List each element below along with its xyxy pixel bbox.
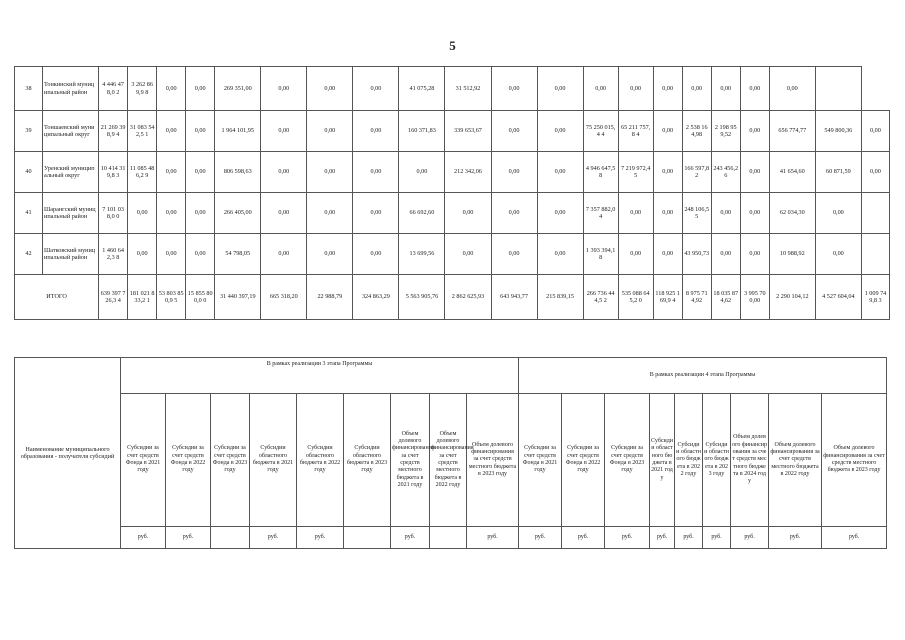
table-cell: 0,00 (353, 111, 399, 152)
column-header: Субсидии за счет средств Фонда в 2023 году (605, 394, 650, 527)
total-cell: 53 803 850,9 5 (157, 275, 186, 320)
unit-cell: руб. (605, 527, 650, 549)
total-cell: 18 035 874,62 (711, 275, 740, 320)
unit-cell: руб. (391, 527, 430, 549)
table-cell: 4 446 478,0 2 (99, 67, 128, 111)
table-cell: 0,00 (740, 111, 769, 152)
total-cell: 639 397 726,3 4 (99, 275, 128, 320)
table-cell: 0,00 (445, 193, 491, 234)
table-cell: 549 800,36 (815, 111, 861, 152)
municipality-name: Шарангский муниципальный район (43, 193, 99, 234)
table-cell: 0,00 (261, 152, 307, 193)
total-cell: 215 839,15 (537, 275, 583, 320)
unit-cell (211, 527, 250, 549)
row-number: 41 (15, 193, 43, 234)
table-cell (861, 234, 889, 275)
table-cell: 7 357 882,0 4 (583, 193, 618, 234)
table-cell: 0,00 (653, 193, 682, 234)
column-header: Субсидии областного бюджета в 2023 году (703, 394, 731, 527)
total-cell: 665 318,20 (261, 275, 307, 320)
table-cell: 0,00 (682, 67, 711, 111)
unit-cell: руб. (822, 527, 887, 549)
table-cell: 0,00 (157, 152, 186, 193)
unit-cell: руб. (731, 527, 769, 549)
table-cell: 0,00 (537, 67, 583, 111)
column-header: Субсидии за счет средств Фонда в 2021 году (519, 394, 562, 527)
table-row (15, 67, 890, 111)
table-cell: 0,00 (740, 234, 769, 275)
table-cell: 0,00 (186, 67, 215, 111)
row-number: 40 (15, 152, 43, 193)
table-cell: 0,00 (740, 67, 769, 111)
total-cell: 181 021 833,2 1 (128, 275, 157, 320)
table-cell: 0,00 (491, 234, 537, 275)
column-header: Субсидии областного бюджета в 2022 году (675, 394, 703, 527)
table-cell: 248 106,55 (682, 193, 711, 234)
subsidy-table-header (14, 357, 887, 549)
table-cell: 7 219 972,4 5 (618, 152, 653, 193)
total-cell: 8 975 714,92 (682, 275, 711, 320)
table-row (15, 234, 890, 275)
table-cell: 0,00 (537, 152, 583, 193)
subsidy-table-top (14, 66, 890, 320)
municipality-name: Шатковский муниципальный район (43, 234, 99, 275)
total-cell: 643 943,77 (491, 275, 537, 320)
table-cell: 243 456,26 (711, 152, 740, 193)
table-cell: 0,00 (653, 67, 682, 111)
table-cell: 0,00 (711, 234, 740, 275)
unit-cell (344, 527, 391, 549)
table-cell: 0,00 (815, 193, 861, 234)
table-cell: 0,00 (307, 67, 353, 111)
table-cell: 10 414 319,8 3 (99, 152, 128, 193)
total-cell: 5 563 905,76 (399, 275, 445, 320)
table-cell (861, 193, 889, 234)
table-cell: 2 198 959,52 (711, 111, 740, 152)
table-cell: 1 964 101,95 (215, 111, 261, 152)
table-cell (815, 67, 861, 111)
table-cell: 7 101 038,0 0 (99, 193, 128, 234)
total-cell: 1 009 749,8 3 (861, 275, 889, 320)
unit-cell: руб. (703, 527, 731, 549)
table-cell: 0,00 (128, 193, 157, 234)
table-cell: 0,00 (583, 67, 618, 111)
table-cell: 0,00 (711, 193, 740, 234)
total-cell: 324 863,29 (353, 275, 399, 320)
column-header: Субсидии за счет средств Фонда в 2022 году (166, 394, 211, 527)
municipality-column-header: Наименование муниципального образования - получателя субсидий (15, 358, 121, 549)
table-cell: 0,00 (157, 234, 186, 275)
table-cell: 0,00 (353, 193, 399, 234)
total-cell: 2 862 625,93 (445, 275, 491, 320)
table-cell: 11 085 486,2 9 (128, 152, 157, 193)
table-cell: 43 950,73 (682, 234, 711, 275)
table-row (15, 152, 890, 193)
table-cell: 0,00 (537, 111, 583, 152)
table-cell: 0,00 (261, 234, 307, 275)
table-cell: 0,00 (186, 111, 215, 152)
table-cell: 0,00 (307, 234, 353, 275)
table-cell: 0,00 (861, 111, 889, 152)
table-cell: 75 250 015,4 4 (583, 111, 618, 152)
table-cell: 0,00 (653, 152, 682, 193)
page-number: 5 (449, 38, 456, 53)
table-cell: 0,00 (491, 67, 537, 111)
table-cell: 0,00 (491, 193, 537, 234)
table-cell: 2 538 164,98 (682, 111, 711, 152)
unit-cell: руб. (562, 527, 605, 549)
table-cell: 0,00 (537, 193, 583, 234)
table-cell: 10 988,92 (769, 234, 815, 275)
column-header: Объем долевого финансирования за счет средств местного бюджета в 2022 году (769, 394, 822, 527)
municipality-name: Уренский муниципальный округ (43, 152, 99, 193)
table-cell: 0,00 (353, 152, 399, 193)
table-cell: 0,00 (653, 234, 682, 275)
table-cell: 0,00 (186, 234, 215, 275)
total-row (15, 275, 890, 320)
column-header: Объем долевого финансирования за счет средств местного бюджета в 2023 году (822, 394, 887, 527)
table-cell: 0,00 (537, 234, 583, 275)
table-cell: 806 598,63 (215, 152, 261, 193)
table-cell: 31 512,92 (445, 67, 491, 111)
table-cell: 62 034,30 (769, 193, 815, 234)
table-cell: 1 460 642,3 8 (99, 234, 128, 275)
total-cell: 22 988,79 (307, 275, 353, 320)
stage4-header: В рамках реализации 4 этапа Программы (519, 358, 887, 394)
unit-cell: руб. (650, 527, 675, 549)
table-cell: 160 371,83 (399, 111, 445, 152)
municipality-name: Тоншаевский муниципальный округ (43, 111, 99, 152)
table-cell: 31 083 542,5 1 (128, 111, 157, 152)
total-cell: 3 995 700,00 (740, 275, 769, 320)
table-cell: 0,00 (769, 67, 815, 111)
table-cell: 0,00 (861, 152, 889, 193)
table-cell: 0,00 (157, 67, 186, 111)
table-cell: 0,00 (186, 193, 215, 234)
column-header: Субсидии областного бюджета в 2023 году (344, 394, 391, 527)
table-row (15, 111, 890, 152)
unit-cell: руб. (121, 527, 166, 549)
table-cell: 0,00 (261, 111, 307, 152)
unit-cell (430, 527, 467, 549)
row-number: 42 (15, 234, 43, 275)
table-cell: 339 653,67 (445, 111, 491, 152)
table-cell: 0,00 (353, 234, 399, 275)
municipality-name: Тонкинский муниципальный район (43, 67, 99, 111)
total-cell: 2 290 104,12 (769, 275, 815, 320)
table-cell: 21 269 398,9 4 (99, 111, 128, 152)
table-cell: 0,00 (261, 67, 307, 111)
table-cell: 0,00 (307, 193, 353, 234)
table-cell: 0,00 (740, 193, 769, 234)
unit-cell: руб. (769, 527, 822, 549)
table-cell: 0,00 (815, 234, 861, 275)
total-cell: 118 925 169,9 4 (653, 275, 682, 320)
column-header: Объем долевого финансирования за счет средств местного бюджета в 2021 году (391, 394, 430, 527)
total-cell: 15 855 800,0 0 (186, 275, 215, 320)
unit-cell: руб. (467, 527, 519, 549)
column-header: Объем долевого финансирования за счет средств местного бюджета в 2022 году (430, 394, 467, 527)
table-cell: 65 211 757,8 4 (618, 111, 653, 152)
table-cell: 212 342,06 (445, 152, 491, 193)
column-header: Субсидии областного бюджета в 2021 году (250, 394, 297, 527)
column-header: Субсидии областного бюджета в 2022 году (297, 394, 344, 527)
table-cell: 0,00 (711, 67, 740, 111)
column-header: Субсидии за счет средств Фонда в 2021 году (121, 394, 166, 527)
table-cell: 0,00 (307, 111, 353, 152)
row-number: 39 (15, 111, 43, 152)
table-cell: 1 393 394,1 8 (583, 234, 618, 275)
table-cell: 656 774,77 (769, 111, 815, 152)
column-header: Субсидии за счет средств Фонда в 2022 году (562, 394, 605, 527)
table-cell: 4 946 647,5 8 (583, 152, 618, 193)
table-cell: 0,00 (157, 193, 186, 234)
table-cell: 0,00 (618, 67, 653, 111)
unit-cell: руб. (519, 527, 562, 549)
total-cell: 266 736 444,5 2 (583, 275, 618, 320)
column-header: Объем долевого финансирования за счет средств местного бюджета в 2023 году (467, 394, 519, 527)
table-cell: 54 798,05 (215, 234, 261, 275)
column-header: Субсидии за счет средств Фонда в 2023 году (211, 394, 250, 527)
table-cell: 0,00 (740, 152, 769, 193)
row-number: 38 (15, 67, 43, 111)
table-cell: 0,00 (307, 152, 353, 193)
table-cell: 0,00 (618, 234, 653, 275)
total-label: ИТОГО (15, 275, 99, 320)
unit-cell: руб. (166, 527, 211, 549)
table-cell: 60 871,59 (815, 152, 861, 193)
table-cell: 0,00 (618, 193, 653, 234)
total-cell: 31 440 397,19 (215, 275, 261, 320)
table-cell: 0,00 (491, 152, 537, 193)
column-header: Объем долевого финансирования за счет средств местного бюджета в 2024 году (731, 394, 769, 527)
table-cell: 269 351,00 (215, 67, 261, 111)
unit-cell: руб. (675, 527, 703, 549)
table-cell: 0,00 (157, 111, 186, 152)
table-row (15, 193, 890, 234)
table-cell: 0,00 (186, 152, 215, 193)
table-cell: 3 262 869,9 8 (128, 67, 157, 111)
table-cell: 0,00 (399, 152, 445, 193)
total-cell: 4 527 604,04 (815, 275, 861, 320)
table-cell: 0,00 (491, 111, 537, 152)
table-cell: 41 075,28 (399, 67, 445, 111)
column-header: Субсидии областного бюджета в 2021 году (650, 394, 675, 527)
unit-cell: руб. (250, 527, 297, 549)
table-cell: 41 654,60 (769, 152, 815, 193)
table-cell: 0,00 (445, 234, 491, 275)
unit-cell: руб. (297, 527, 344, 549)
total-cell: 535 088 645,2 0 (618, 275, 653, 320)
table-cell: 0,00 (261, 193, 307, 234)
table-cell: 166 597,82 (682, 152, 711, 193)
table-cell: 266 405,00 (215, 193, 261, 234)
stage3-header: В рамках реализации 3 этапа Программы (121, 358, 519, 394)
table-cell: 0,00 (353, 67, 399, 111)
table-cell: 66 692,60 (399, 193, 445, 234)
table-cell: 13 699,56 (399, 234, 445, 275)
table-cell: 0,00 (128, 234, 157, 275)
table-cell: 0,00 (653, 111, 682, 152)
